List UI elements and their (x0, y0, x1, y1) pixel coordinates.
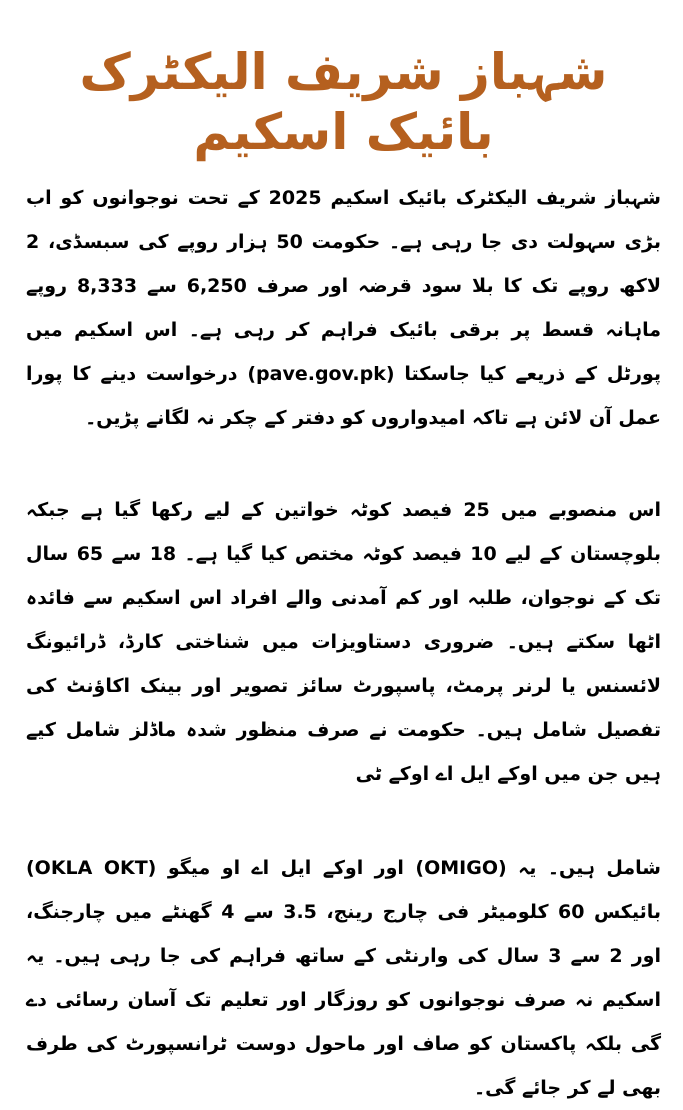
article-title: شہباز شریف الیکٹرک بائیک اسکیم (79, 43, 608, 161)
article-paragraph-1: شہباز شریف الیکٹرک بائیک اسکیم 2025 کے تحت نوجوانوں کو اب بڑی سہولت دی جا رہی ہے۔ حکومت 50 ہزار روپے کی سبسڈی، 2 لاکھ روپے تک کا بلا سود قرضہ اور صرف 6,250 سے 8,333 روپے ماہانہ قسط پر برقی بائیک فراہم کر رہی ہے۔ اس اسکیم میں پورٹل کے ذریعے کیا جاسکتا (pave.gov.pk) درخواست دینے کا پورا عمل آن لائن ہے تاکہ امیدواروں کو دفتر کے چکر نہ لگانے پڑیں۔ (26, 187, 662, 429)
article-paragraph-2: اس منصوبے میں 25 فیصد کوٹہ خواتین کے لیے رکھا گیا ہے جبکہ بلوچستان کے لیے 10 فیصد کوٹہ مختص کیا گیا ہے۔ 18 سے 65 سال تک کے نوجوان، طلبہ اور کم آمدنی والے افراد اس اسکیم سے فائدہ اٹھا سکتے ہیں۔ ضروری دستاویزات میں شناختی کارڈ، ڈرائیونگ لائسنس یا لرنر پرمٹ، پاسپورٹ سائز تصویر اور بینک اکاؤنٹ کی تفصیل شامل ہیں۔ حکومت نے صرف منظور شدہ ماڈلز شامل کیے ہیں جن میں اوکے ایل اے اوکے ٹی (26, 499, 662, 785)
article-paragraph-3: (OKLA OKT) اور اوکے ایل اے او میگو (OMIGO) شامل ہیں۔ یہ بائیکس 60 کلومیٹر فی چارج رینج، 3.5 سے 4 گھنٹے میں چارجنگ، اور 2 سے 3 سال کی وارنٹی کے ساتھ فراہم کی جا رہی ہیں۔ یہ اسکیم نہ صرف نوجوانوں کو روزگار اور تعلیم تک آسان رسائی دے گی بلکہ پاکستان کو صاف اور ماحول دوست ٹرانسپورٹ کی طرف بھی لے کر جائے گی۔ (26, 857, 662, 1099)
